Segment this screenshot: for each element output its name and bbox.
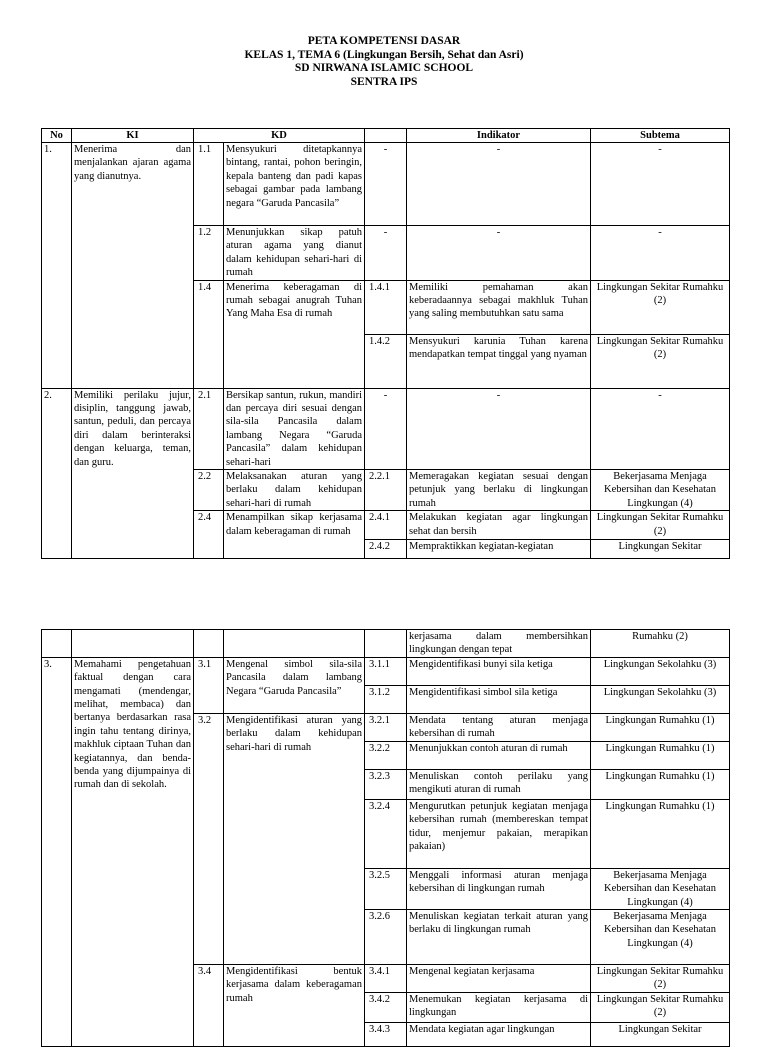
kd-number	[194, 630, 224, 658]
indicator-number: 3.1.2	[365, 685, 407, 713]
kd-number: 3.1	[194, 657, 224, 713]
indicator-number	[365, 630, 407, 658]
title-line-3: SD NIRWANA ISLAMIC SCHOOL	[294, 62, 474, 74]
indicator-number: 3.2.6	[365, 910, 407, 965]
ki-text: Menerima dan menjalankan ajaran agama yang dianutnya.	[72, 143, 194, 389]
ki-text: Memahami pengetahuan faktual dengan cara mengamati (mendengar, melihat, membaca) dan bertanya berdasarkan rasa ingin tahu tentang dirinya, makhluk ciptaan Tuhan dan kegiatannya, dan benda-benda yang dijumpainya di rumah dan di sekolah.	[72, 657, 194, 1046]
table-header-row	[42, 129, 730, 143]
column-header-indikator-no	[365, 129, 407, 143]
column-header-ki: KI	[72, 129, 194, 143]
subtheme: -	[591, 226, 730, 281]
subtheme: Lingkungan Sekitar Rumahku (2)	[591, 280, 730, 334]
indicator-number: 2.4.1	[365, 511, 407, 540]
subtheme: Lingkungan Sekitar Rumahku (2)	[591, 334, 730, 388]
indicator-text: -	[407, 226, 591, 281]
indicator-text: Menemukan kegiatan kerjasama di lingkungan	[407, 993, 591, 1023]
indicator-text: Mensyukuri karunia Tuhan karena mendapatkan tempat tinggal yang nyaman	[407, 334, 591, 388]
subtheme: Lingkungan Rumahku (1)	[591, 769, 730, 799]
title-line-2: KELAS 1, TEMA 6 (Lingkungan Bersih, Sehat dan Asri)	[244, 48, 524, 61]
kd-text: Menampilkan sikap kerjasama dalam keberagaman di rumah	[224, 511, 365, 559]
kd-text: Mengidentifikasi aturan yang berlaku dalam kehidupan sehari-hari di rumah	[224, 713, 365, 964]
subtheme: Lingkungan Rumahku (1)	[591, 713, 730, 741]
column-header-kd: KD	[194, 129, 365, 143]
indicator-text: -	[407, 388, 591, 469]
indicator-text: Menunjukkan contoh aturan di rumah	[407, 741, 591, 769]
subtheme: Lingkungan Rumahku (1)	[591, 741, 730, 769]
indicator-number: 3.2.2	[365, 741, 407, 769]
kd-number: 1.2	[194, 226, 224, 281]
column-header-indikator: Indikator	[407, 129, 591, 143]
kd-number: 2.4	[194, 511, 224, 559]
subtheme: Lingkungan Sekolahku (3)	[591, 685, 730, 713]
subtheme: Rumahku (2)	[591, 630, 730, 658]
kd-text: Menunjukkan sikap patuh aturan agama yang dianut dalam kehidupan sehari-hari di rumah	[224, 226, 365, 281]
kd-text: Mensyukuri ditetapkannya bintang, rantai, pohon beringin, kepala banteng dan padi kapas sebagai gambar pada lambang negara “Garuda Pancasila”	[224, 143, 365, 226]
subtheme: Bekerjasama Menjaga Kebersihan dan Kesehatan Lingkungan (4)	[591, 868, 730, 909]
kd-number: 1.4	[194, 280, 224, 388]
indicator-number: -	[365, 143, 407, 226]
kd-text: Mengidentifikasi bentuk kerjasama dalam keberagaman rumah	[224, 965, 365, 1047]
ki-number	[42, 630, 72, 658]
indicator-text: Menggali informasi aturan menjaga kebersihan di lingkungan rumah	[407, 868, 591, 909]
ki-number: 1.	[42, 143, 72, 389]
indicator-number: 3.4.3	[365, 1023, 407, 1047]
indicator-number: 3.2.3	[365, 769, 407, 799]
subtheme: Bekerjasama Menjaga Kebersihan dan Kesehatan Lingkungan (4)	[591, 910, 730, 965]
indicator-text: Menuliskan contoh perilaku yang mengikuti aturan di rumah	[407, 769, 591, 799]
indicator-number: 2.4.2	[365, 540, 407, 559]
indicator-number: 3.4.2	[365, 993, 407, 1023]
indicator-text: -	[407, 143, 591, 226]
indicator-text: Mengurutkan petunjuk kegiatan menjaga kebersihan rumah (membereskan tempat tidur, menjemur pakaian, merapikan pakaian)	[407, 799, 591, 868]
kd-number: 2.1	[194, 388, 224, 469]
indicator-number: 2.2.1	[365, 470, 407, 511]
subtheme: Lingkungan Sekitar Rumahku (2)	[591, 965, 730, 993]
indicator-text: Mengidentifikasi simbol sila ketiga	[407, 685, 591, 713]
indicator-number: 1.4.2	[365, 334, 407, 388]
kd-number: 3.2	[194, 713, 224, 964]
indicator-text: Mempraktikkan kegiatan-kegiatan	[407, 540, 591, 559]
indicator-text: Mengenal kegiatan kerjasama	[407, 965, 591, 993]
table-row	[42, 630, 730, 658]
subtheme: Lingkungan Rumahku (1)	[591, 799, 730, 868]
table-row	[42, 657, 730, 685]
indicator-text: Melakukan kegiatan agar lingkungan sehat dan bersih	[407, 511, 591, 540]
subtheme: Lingkungan Sekitar Rumahku (2)	[591, 511, 730, 540]
indicator-number: 1.4.1	[365, 280, 407, 334]
indicator-text: Memeragakan kegiatan sesuai dengan petunjuk yang berlaku di lingkungan rumah	[407, 470, 591, 511]
indicator-number: -	[365, 226, 407, 281]
kd-number: 1.1	[194, 143, 224, 226]
ki-number: 2.	[42, 388, 72, 559]
indicator-number: 3.2.5	[365, 868, 407, 909]
indicator-number: -	[365, 388, 407, 469]
subtheme: Lingkungan Sekitar	[591, 540, 730, 559]
kd-text: Melaksanakan aturan yang berlaku dalam kehidupan sehari-hari di rumah	[224, 470, 365, 511]
indicator-text: Memiliki pemahaman akan keberadaannya sebagai makhluk Tuhan yang saling membutuhkan satu sama	[407, 280, 591, 334]
indicator-number: 3.2.1	[365, 713, 407, 741]
kd-text	[224, 630, 365, 658]
document-title	[0, 35, 768, 89]
column-header-no: No	[42, 129, 72, 143]
indicator-number: 3.2.4	[365, 799, 407, 868]
table-row	[42, 143, 730, 226]
kd-text: Bersikap santun, rukun, mandiri dan percaya diri sesuai dengan sila-sila Pancasila dalam lambang Negara “Garuda Pancasila” dalam kehidupan sehari-hari	[224, 388, 365, 469]
subtheme: -	[591, 143, 730, 226]
indicator-text: Mendata kegiatan agar lingkungan	[407, 1023, 591, 1047]
subtheme: Lingkungan Sekolahku (3)	[591, 657, 730, 685]
title-line-4: SENTRA IPS	[350, 75, 418, 88]
kd-number: 3.4	[194, 965, 224, 1047]
ki-number: 3.	[42, 657, 72, 1046]
indicator-text: Menuliskan kegiatan terkait aturan yang berlaku di lingkungan rumah	[407, 910, 591, 965]
title-line-1: PETA KOMPETENSI DASAR	[307, 35, 461, 47]
competency-table-part-2	[41, 629, 730, 1047]
subtheme: Bekerjasama Menjaga Kebersihan dan Kesehatan Lingkungan (4)	[591, 470, 730, 511]
subtheme: -	[591, 388, 730, 469]
column-header-subtema: Subtema	[591, 129, 730, 143]
ki-text: Memiliki perilaku jujur, disiplin, tanggung jawab, santun, peduli, dan percaya diri dalam berinteraksi dengan keluarga, teman, dan guru.	[72, 388, 194, 559]
competency-table-part-1	[41, 128, 730, 559]
kd-text: Menerima keberagaman di rumah sebagai anugrah Tuhan Yang Maha Esa di rumah	[224, 280, 365, 388]
indicator-text: kerjasama dalam membersihkan lingkungan dengan tepat	[407, 630, 591, 658]
kd-number: 2.2	[194, 470, 224, 511]
ki-text	[72, 630, 194, 658]
subtheme: Lingkungan Sekitar Rumahku (2)	[591, 993, 730, 1023]
indicator-number: 3.4.1	[365, 965, 407, 993]
indicator-number: 3.1.1	[365, 657, 407, 685]
subtheme: Lingkungan Sekitar	[591, 1023, 730, 1047]
indicator-text: Mendata tentang aturan menjaga kebersihan di rumah	[407, 713, 591, 741]
indicator-text: Mengidentifikasi bunyi sila ketiga	[407, 657, 591, 685]
table-row	[42, 388, 730, 469]
kd-text: Mengenal simbol sila-sila Pancasila dalam lambang Negara “Garuda Pancasila”	[224, 657, 365, 713]
